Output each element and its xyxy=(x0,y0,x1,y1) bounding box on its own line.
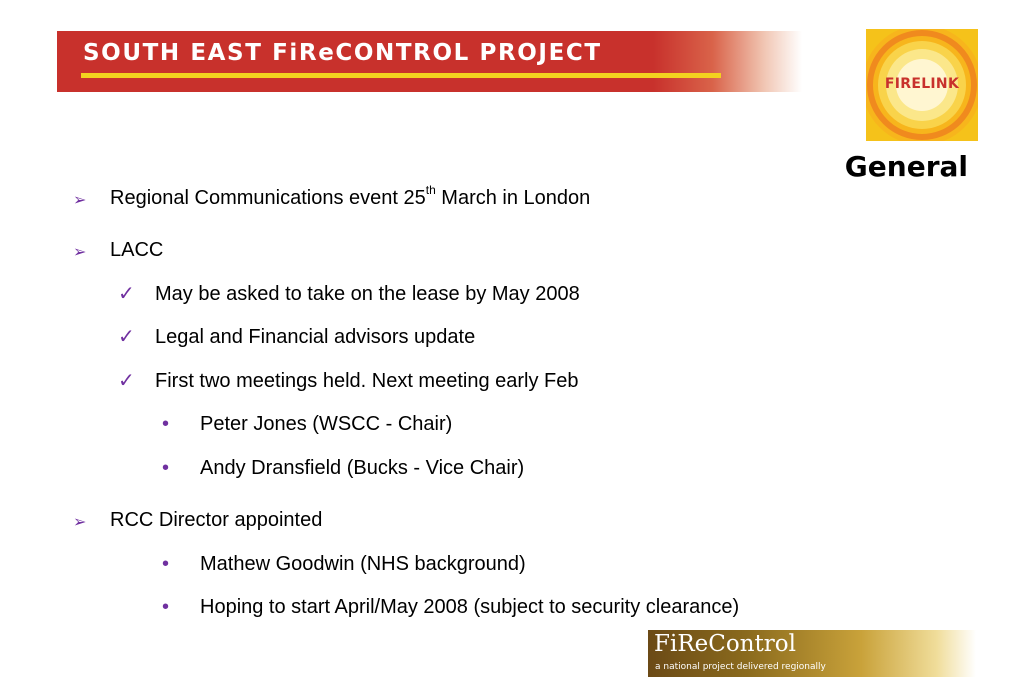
firecontrol-logo-tagline: a national project delivered regionally xyxy=(655,662,826,672)
bullet-text: Peter Jones (WSCC - Chair) xyxy=(200,413,453,435)
firecontrol-logo-name: FiReControl xyxy=(654,631,796,657)
arrow-bullet-icon: ➢ xyxy=(73,514,87,531)
firelink-logo xyxy=(866,29,978,141)
check-bullet-icon: ✓ xyxy=(118,370,135,392)
bullet-text: May be asked to take on the lease by May 2008 xyxy=(155,283,580,305)
dot-bullet-icon: • xyxy=(162,457,170,479)
bullet-text: LACC xyxy=(110,239,164,261)
banner-stripe xyxy=(81,73,721,78)
bullet-text: First two meetings held. Next meeting early Feb xyxy=(155,370,579,392)
bullet-text: Andy Dransfield (Bucks - Vice Chair) xyxy=(200,457,525,479)
dot-bullet-icon: • xyxy=(162,413,170,435)
check-bullet-icon: ✓ xyxy=(118,283,135,305)
arrow-bullet-icon: ➢ xyxy=(73,192,87,209)
check-bullet-icon: ✓ xyxy=(118,326,135,348)
slide-title: General xyxy=(844,150,968,183)
dot-bullet-icon: • xyxy=(162,596,170,618)
firelink-logo-text: FIRELINK xyxy=(884,76,960,92)
bullet-text: Mathew Goodwin (NHS background) xyxy=(200,553,526,575)
project-banner xyxy=(57,31,802,92)
bullet-text: Legal and Financial advisors update xyxy=(155,326,476,348)
bullet-text: Hoping to start April/May 2008 (subject to security clearance) xyxy=(200,596,740,618)
dot-bullet-icon: • xyxy=(162,553,170,575)
bullet-text: Regional Communications event 25th March in London xyxy=(110,183,591,209)
firecontrol-logo xyxy=(648,630,976,677)
banner-title: SOUTH EAST FiReCONTROL PROJECT xyxy=(83,40,602,66)
arrow-bullet-icon: ➢ xyxy=(73,244,87,261)
bullet-text: RCC Director appointed xyxy=(110,509,323,531)
